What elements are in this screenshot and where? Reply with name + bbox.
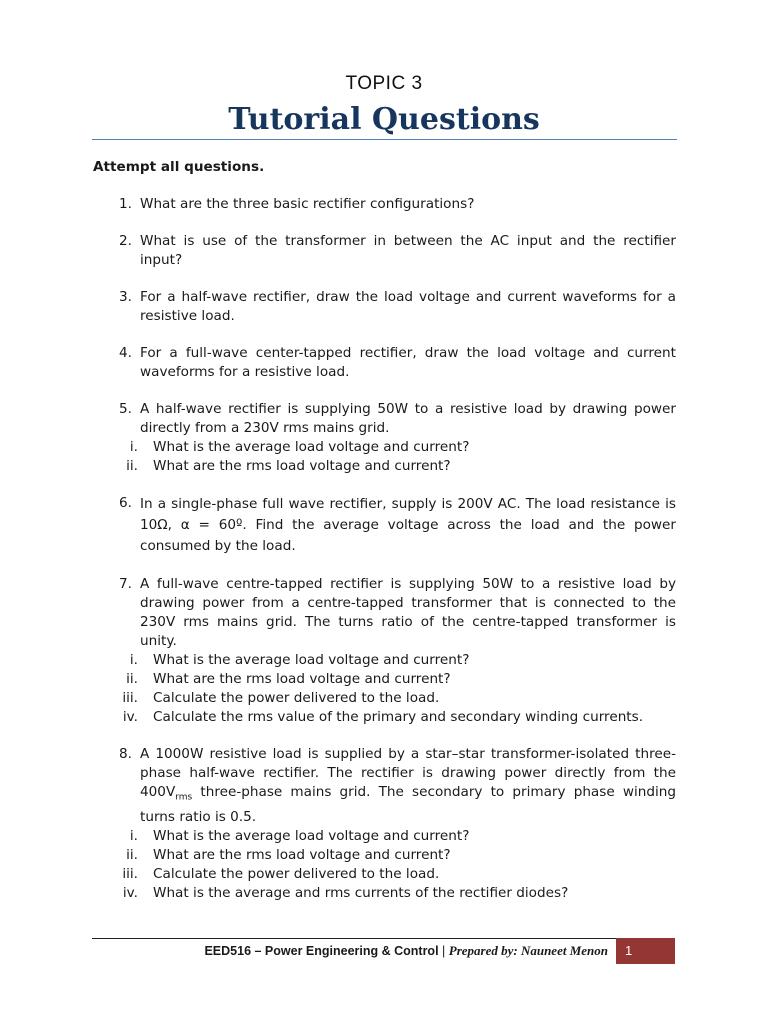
question-text: For a full-wave center-tapped rectifier, draw the load voltage and current waveforms for a resistive load.: [140, 345, 676, 380]
question-text: What are the three basic rectifier configurations?: [140, 196, 475, 212]
question-5: [93, 400, 676, 476]
course-name: EED516 – Power Engineering & Control: [204, 944, 439, 958]
sub-question: iv. What is the average and rms currents of the rectifier diodes?: [122, 884, 569, 901]
question-number: 7.: [119, 576, 132, 592]
question-text: For a half-wave rectifier, draw the load voltage and current waveforms for a resistive load.: [140, 289, 676, 324]
sub-question: iii. Calculate the power delivered to the load.: [122, 865, 440, 882]
question-text: A half-wave rectifier is supplying 50W to a resistive load by drawing power directly from a 230V rms mains grid.: [140, 401, 676, 436]
question-number: 1.: [119, 196, 132, 212]
sub-question: i. What is the average load voltage and current?: [129, 439, 470, 455]
sub-question: ii. What are the rms load voltage and current?: [126, 671, 451, 687]
question-text: A 1000W resistive load is supplied by a star–star transformer-isolated three-phase half-wave rectifier. The rectifier is drawing power directly from the $400V_{rms}$ three-phase mains grid. The secondary to primary phase winding turns ratio is 0.5.: [140, 746, 676, 825]
topic-label: TOPIC 3: [345, 73, 423, 94]
sub-question: i. What is the average load voltage and current?: [129, 827, 470, 844]
question-8: [93, 745, 676, 903]
question-text: What is use of the transformer in between the AC input and the rectifier input?: [140, 233, 676, 268]
title-divider: [92, 139, 677, 140]
page-header: [0, 72, 768, 140]
instructions: Attempt all questions.: [93, 159, 265, 175]
sub-question: iii. Calculate the power delivered to the load.: [122, 690, 440, 706]
document-body: [93, 158, 676, 921]
sub-question: ii. What are the rms load voltage and current?: [126, 458, 451, 474]
sub-question: i. What is the average load voltage and current?: [129, 652, 470, 668]
question-6: [93, 494, 676, 557]
question-number: 3.: [119, 289, 132, 305]
question-1: [93, 195, 676, 214]
sub-question: ii. What are the rms load voltage and current?: [126, 846, 451, 863]
page-number: 1: [616, 938, 675, 964]
question-number: 6.: [119, 495, 132, 511]
question-number: 2.: [119, 233, 132, 249]
question-2: [93, 232, 676, 270]
page-title: Tutorial Questions: [228, 102, 540, 137]
question-number: 4.: [119, 345, 132, 361]
question-text: In a single-phase full wave rectifier, supply is 200V AC. The load resistance is 10Ω, α = 60º. Find the average voltage across the load and the power consumed by the load.: [140, 496, 676, 554]
question-text: A full-wave centre-tapped rectifier is supplying 50W to a resistive load by drawing power from a centre-tapped transformer that is connected to the 230V rms mains grid. The turns ratio of the centre-tapped transformer is unity.: [140, 576, 676, 649]
question-number: 5.: [119, 401, 132, 417]
prepared-by: Prepared by: Nauneet Menon: [448, 943, 608, 958]
question-number: 8.: [119, 746, 132, 762]
question-4: [93, 344, 676, 382]
question-3: [93, 288, 676, 326]
sub-question: iv. Calculate the rms value of the primary and secondary winding currents.: [122, 709, 644, 725]
page-footer: [92, 938, 616, 964]
question-7: [93, 575, 676, 727]
footer-separator: |: [438, 944, 449, 958]
